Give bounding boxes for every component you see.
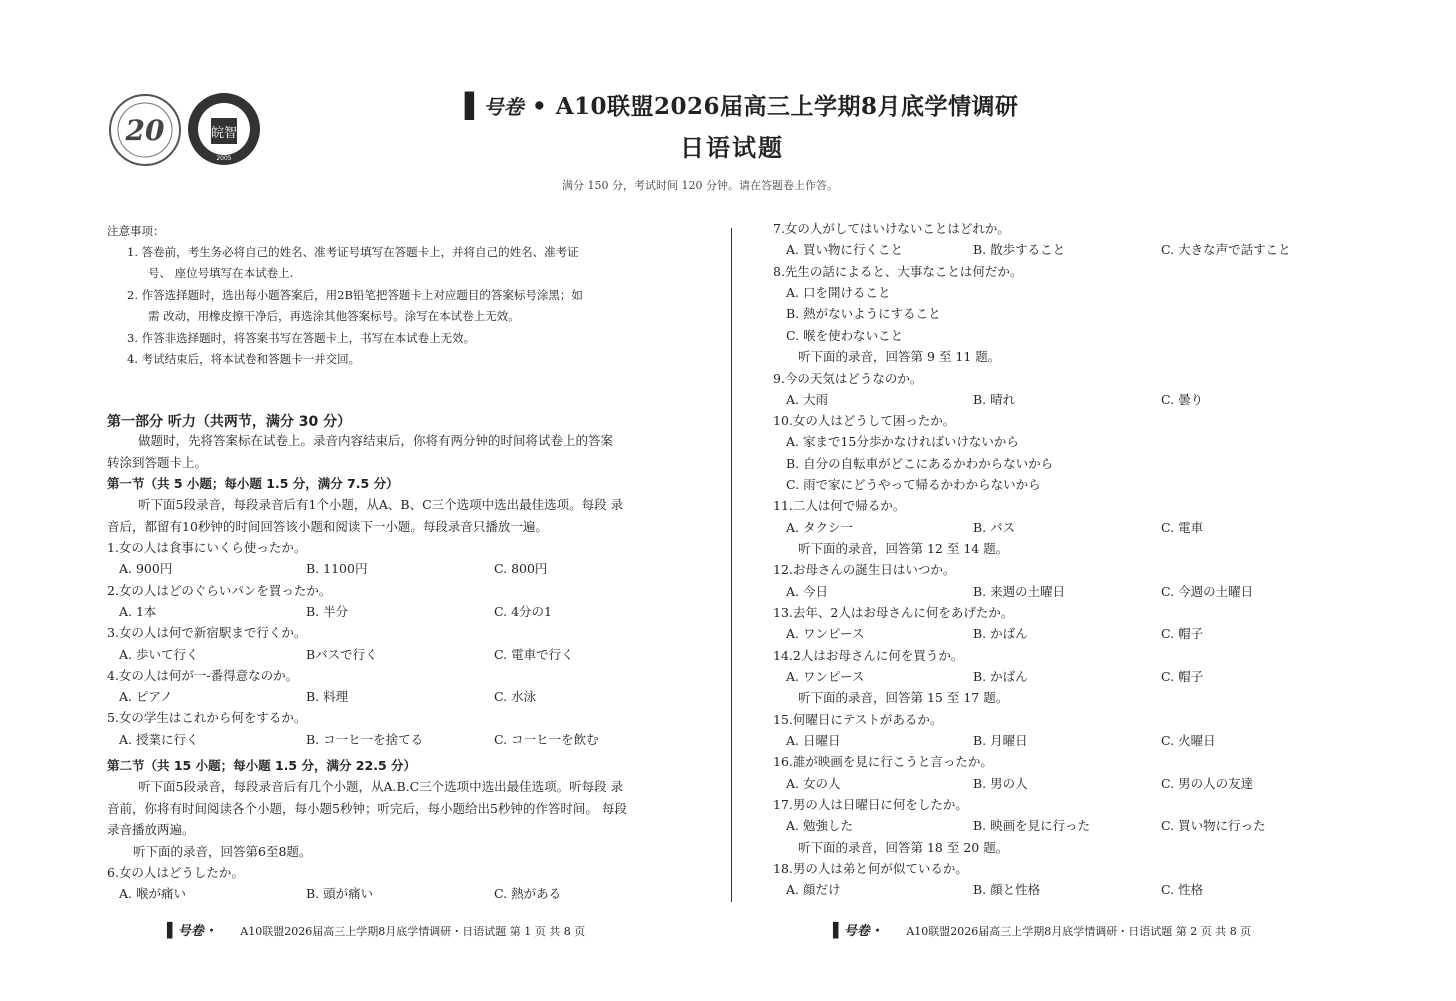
section2-intro-3: 录音播放两遍。	[107, 822, 195, 837]
svg-text:20: 20	[125, 114, 165, 147]
q7-option-c: C. 大きな声で話すこと	[1161, 242, 1291, 257]
brand-mark: ▌	[465, 91, 484, 120]
instruction-18-20: 听下面的录音，回答第 18 至 20 题。	[798, 840, 1009, 855]
question-8: 8.先生の話によると、大事なことは何だか。	[773, 264, 1023, 279]
exam-subject: 日语试题	[680, 133, 784, 162]
footer-left-brand: 号卷・	[177, 924, 217, 939]
q2-option-b: B. 半分	[306, 604, 349, 619]
q10-option-b: B. 自分の自転車がどこにあるかわからないから	[786, 456, 1054, 471]
q13-option-c: C. 帽子	[1161, 626, 1204, 641]
q9-option-a: A. 大雨	[786, 392, 828, 407]
instruction-9-11: 听下面的录音，回答第 9 至 11 题。	[798, 349, 1001, 364]
q1-option-b: B. 1100円	[306, 561, 368, 576]
part1-heading: 第一部分 听力（共两节，满分 30 分）	[107, 414, 352, 430]
q4-option-a: A. ピアノ	[119, 689, 173, 704]
question-13: 13.去年、2人はお母さんに何をあげたか。	[773, 605, 1014, 620]
question-16: 16.誰が映画を見に行こうと言ったか。	[773, 754, 993, 769]
q7-option-a: A. 買い物に行くこと	[786, 242, 903, 257]
q18-option-c: C. 性格	[1161, 882, 1204, 897]
q8-option-a: A. 口を開けること	[786, 285, 891, 300]
q5-option-b: B. コ一ヒ一を捨てる	[306, 732, 424, 747]
section2-intro-1: 听下面5段录音，每段录音后有几个小题，从A.B.C三个选项中选出最佳选项。听每段 录	[138, 779, 624, 794]
q18-option-b: B. 顔と性格	[973, 882, 1041, 897]
q7-option-b: B. 散歩すること	[973, 242, 1066, 257]
question-4: 4.女の人は何が一-番得意なのか。	[107, 668, 299, 683]
section2-heading: 第二节（共 15 小题；每小题 1.5 分，满分 22.5 分）	[107, 758, 416, 773]
q5-option-c: C. コ一ヒ一を飲む	[494, 732, 599, 747]
question-12: 12.お母さんの誕生日はいつか。	[773, 562, 956, 577]
q4-option-b: B. 料理	[306, 689, 349, 704]
question-10: 10.女の人はどうして困ったか。	[773, 413, 956, 428]
svg-text:皖智: 皖智	[210, 126, 238, 141]
question-5: 5.女の学生はこれから何をするか。	[107, 710, 307, 725]
section1-intro-2: 音后，都留有10秒钟的时间回答该小题和阅读下一小题。每段录音只播放一遍。	[107, 519, 548, 534]
instruction-12-14: 听下面的录音，回答第 12 至 14 题。	[798, 541, 1009, 556]
q11-option-a: A. タクシ一	[786, 520, 853, 535]
note-item-3: 3. 作答非选择题时，将答案书写在答题卡上，书写在本试卷上无效。	[127, 331, 476, 345]
question-11: 11.二人は何で帰るか。	[773, 498, 906, 513]
q9-option-b: B. 晴れ	[973, 392, 1016, 407]
q16-option-b: B. 男の人	[973, 776, 1028, 791]
q17-option-b: B. 映画を見に行った	[973, 818, 1091, 833]
section2-intro-2: 音前，你将有时间阅读各个小题，每小题5秒钟；听完后，每小题给出5秒钟的作答时间。 每段	[107, 801, 627, 816]
wanzhi-education-logo	[187, 92, 261, 166]
q12-option-c: C. 今週の土曜日	[1161, 584, 1254, 599]
footer-left-text: A10联盟2026届高三上学期8月底学情调研・日语试题 第 1 页 共 8 页	[240, 925, 586, 938]
q17-option-a: A. 勉強した	[786, 818, 853, 833]
part1-intro-1: 做题时，先将答案标在试卷上。录音内容结束后，你将有两分钟的时间将试卷上的答案	[138, 433, 614, 448]
question-17: 17.男の人は日曜日に何をしたか。	[773, 797, 968, 812]
q1-option-a: A. 900円	[119, 561, 173, 576]
q11-option-b: B. バス	[973, 520, 1016, 535]
note-item-1: 1. 答卷前，考生务必将自己的姓名、准考证号填写在答题卡上，并将自己的姓名、准考证	[127, 245, 579, 259]
question-9: 9.今の天気はどうなのか。	[773, 371, 923, 386]
q15-option-b: B. 月曜日	[973, 733, 1028, 748]
question-6: 6.女の人はどうしたか。	[107, 865, 244, 880]
q6-option-a: A. 喉が痛い	[119, 886, 186, 901]
q4-option-c: C. 水泳	[494, 689, 537, 704]
note-item-2: 2. 作答选择题时，选出每小题答案后，用2B铅笔把答题卡上对应题目的答案标号涂黑；如	[127, 288, 583, 302]
section1-intro-1: 听下面5段录音，每段录音后有1个小题，从A、B、C三个选项中选出最佳选项。每段 录	[138, 497, 624, 512]
header-title-row: ▌号卷 • A10联盟2026届高三上学期8月底学情调研	[465, 91, 1019, 120]
q16-option-c: C. 男の人の友達	[1161, 776, 1254, 791]
q14-option-c: C. 帽子	[1161, 669, 1204, 684]
q13-option-b: B. かばん	[973, 626, 1028, 641]
question-15: 15.何曜日にテストがあるか。	[773, 712, 943, 727]
note-item-1b: 号、 座位号填写在本试卷上.	[148, 266, 294, 280]
q3-option-c: C. 電車で行く	[494, 647, 574, 662]
note-item-4: 4. 考试结束后，将本试卷和答题卡一并交回。	[127, 352, 361, 366]
notes-heading: 注意事项：	[107, 224, 165, 238]
q15-option-c: C. 火曜日	[1161, 733, 1216, 748]
q16-option-a: A. 女の人	[786, 776, 841, 791]
q17-option-c: C. 買い物に行った	[1161, 818, 1266, 833]
question-1: 1.女の人は食事にいくら使ったか。	[107, 540, 307, 555]
instruction-15-17: 听下面的录音，回答第 15 至 17 题。	[798, 690, 1009, 705]
q5-option-a: A. 授業に行く	[119, 732, 199, 747]
exam-subtitle: 满分 150 分，考试时间 120 分钟。请在答题卷上作答。	[562, 179, 838, 192]
q9-option-c: C. 曇り	[1161, 392, 1204, 407]
question-2: 2.女の人はどのぐらいパンを買ったか。	[107, 583, 332, 598]
q14-option-b: B. かばん	[973, 669, 1028, 684]
q14-option-a: A. ワンピース	[786, 669, 865, 684]
question-14: 14.2人はお母さんに何を買うか。	[773, 648, 964, 663]
footer-left: ▌号卷・ A10联盟2026届高三上学期8月底学情调研・日语试题 第 1 页 共 8 页	[167, 923, 586, 939]
section2-intro-4: 听下面的录音，回答第6至8题。	[133, 844, 312, 859]
footer-right-brand: 号卷・	[843, 924, 883, 939]
alliance-logo	[108, 93, 182, 167]
q6-option-c: C. 熱がある	[494, 886, 562, 901]
q12-option-a: A. 今日	[786, 584, 828, 599]
q6-option-b: B. 頭が痛い	[306, 886, 374, 901]
q2-option-c: C. 4分の1	[494, 604, 552, 619]
part1-intro-2: 转涂到答题卡上。	[107, 455, 208, 470]
section1-heading: 第一节（共 5 小题；每小题 1.5 分，满分 7.5 分）	[107, 476, 399, 491]
q12-option-b: B. 来週の土曜日	[973, 584, 1066, 599]
footer-right: ▌号卷・ A10联盟2026届高三上学期8月底学情调研・日语试题 第 2 页 共 8 页	[833, 923, 1252, 939]
q10-option-a: A. 家まで15分歩かなければいけないから	[786, 434, 1019, 449]
exam-title: A10联盟2026届高三上学期8月底学情调研	[555, 93, 1019, 120]
q15-option-a: A. 日曜日	[786, 733, 841, 748]
q2-option-a: A. 1本	[119, 604, 157, 619]
question-18: 18.男の人は弟と何が似ているか。	[773, 861, 968, 876]
question-7: 7.女の人がしてはいけないことはどれか。	[773, 221, 1010, 236]
brand-text: 号卷	[483, 95, 524, 119]
note-item-2b: 需 改动，用橡皮擦干净后，再选涂其他答案标号。涂写在本试卷上无效。	[148, 309, 520, 323]
question-3: 3.女の人は何で新宿駅まで行くか。	[107, 625, 307, 640]
q1-option-c: C. 800円	[494, 561, 548, 576]
q13-option-a: A. ワンピース	[786, 626, 865, 641]
q10-option-c: C. 雨で家にどうやって帰るかわからないから	[786, 477, 1041, 492]
q8-option-c: C. 喉を使わないこと	[786, 328, 904, 343]
svg-text:2005: 2005	[216, 155, 232, 162]
q18-option-a: A. 顔だけ	[786, 882, 841, 897]
q3-option-b: Bバスで行く	[306, 647, 378, 662]
q11-option-c: C. 電車	[1161, 520, 1204, 535]
q3-option-a: A. 歩いて行く	[119, 647, 199, 662]
q8-option-b: B. 熱がないようにすること	[786, 306, 941, 321]
footer-right-text: A10联盟2026届高三上学期8月底学情调研・日语试题 第 2 页 共 8 页	[906, 925, 1252, 938]
column-divider	[731, 228, 732, 902]
